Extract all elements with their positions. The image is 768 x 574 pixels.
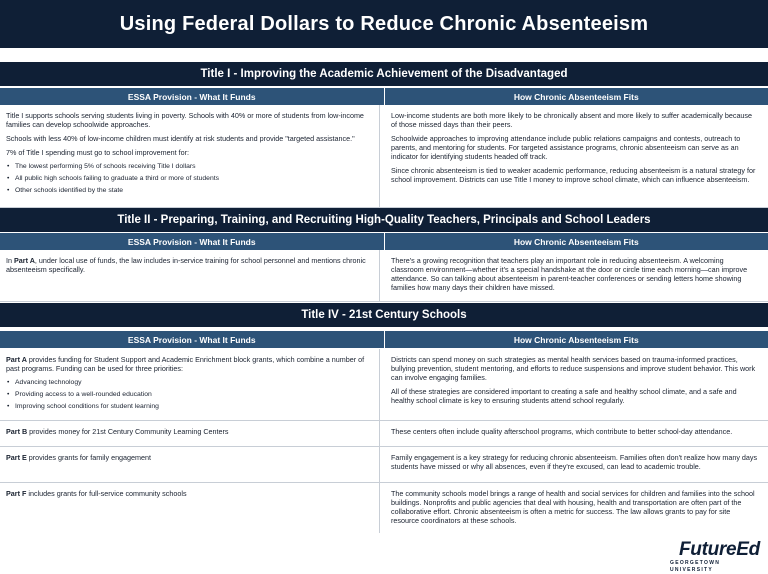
provision-text: Part B provides money for 21st Century Community Learning Centers xyxy=(6,427,229,436)
bullet-item: • All public high schools failing to graduate a third or more of students xyxy=(6,174,373,183)
fit-text: Districts can spend money on such strategies as mental health services based on trauma-informed practices, bullying prevention, student mentoring, and efforts to reduce suspensions and improve student behavior. This work can involve engaging families. xyxy=(391,355,756,382)
part-label: Part F xyxy=(6,489,27,498)
fit-text: Since chronic absenteeism is tied to weaker academic performance, reducing absenteeism is a natural strategy for school improvement. Districts can use Title I money to improve school climate, which can influence absenteeism. xyxy=(391,166,756,184)
fit-cell xyxy=(379,483,768,533)
logo-subtitle: GEORGETOWN UNIVERSITY xyxy=(670,560,721,573)
fit-cell xyxy=(379,250,768,301)
table-row xyxy=(0,105,768,208)
provision-bullets xyxy=(6,162,373,195)
futureed-logo xyxy=(670,540,760,572)
provision-text: In Part A, under local use of funds, the law includes in-service training for school personnel and mentions chronic absenteeism specifically. xyxy=(6,256,366,274)
provision-bullets xyxy=(6,378,373,411)
bullet-item: • The lowest performing 5% of schools receiving Title I dollars xyxy=(6,162,373,171)
table-row xyxy=(0,250,768,302)
fit-text: There's a growing recognition that teachers play an important role in reducing absenteeism. A welcoming classroom environment—whether it's a special handshake at the door or circle time each morning—can improve attendance. So can talking about absenteeism in parent-teacher conferences or sending letters home showing families how many days their children have missed. xyxy=(391,256,748,292)
table-row xyxy=(0,483,768,533)
column-header-right: How Chronic Absenteeism Fits xyxy=(384,88,768,105)
fit-cell xyxy=(379,421,768,446)
table-row xyxy=(0,349,768,421)
table-row xyxy=(0,421,768,447)
column-header-right: How Chronic Absenteeism Fits xyxy=(384,233,768,250)
section-title-3: Title IV - 21st Century Schools xyxy=(0,303,768,327)
fit-text: Schoolwide approaches to improving attendance include public relations campaigns and contests, outreach to parents, and mentoring for students. For targeted assistance programs, chronic absenteeism can serve as an indicator for identifying students headed off track. xyxy=(391,134,741,161)
bullet-item: • Providing access to a well-rounded education xyxy=(6,390,373,399)
bullet-item: • Improving school conditions for student learning xyxy=(6,402,373,411)
bullet-item: • Advancing technology xyxy=(6,378,373,387)
column-header-left: ESSA Provision - What It Funds xyxy=(127,91,256,102)
part-label: Part B xyxy=(6,427,28,436)
provision-cell xyxy=(0,250,379,301)
part-label: Part A xyxy=(6,355,27,364)
column-header-left: ESSA Provision - What It Funds xyxy=(127,236,256,247)
page-title: Using Federal Dollars to Reduce Chronic Absenteeism xyxy=(0,0,768,48)
column-header-right: How Chronic Absenteeism Fits xyxy=(384,331,768,348)
provision-cell xyxy=(0,421,379,446)
column-headers-2 xyxy=(0,233,768,250)
part-label: Part E xyxy=(6,453,27,462)
provision-text: Schools with less 40% of low-income children must identify at risk students and provide "targeted assistance." xyxy=(6,134,355,143)
column-headers-3 xyxy=(0,331,768,348)
fit-text: Family engagement is a key strategy for reducing chronic absenteeism. Families often don't realize how many days students have missed or why all absences, even if they're excused, can lead to academic trouble. xyxy=(391,453,758,471)
provision-text: Part A provides funding for Student Support and Academic Enrichment block grants, which combine a number of past programs. Funding can be used for three priorities: xyxy=(6,355,365,373)
section-title-2: Title II - Preparing, Training, and Recruiting High-Quality Teachers, Principals and School Leaders xyxy=(0,208,768,232)
provision-text: 7% of Title I spending must go to school improvement for: xyxy=(6,148,189,157)
provision-text: Part E provides grants for family engagement xyxy=(6,453,152,462)
column-headers-1 xyxy=(0,88,768,105)
column-header-left: ESSA Provision - What It Funds xyxy=(127,334,256,345)
provision-cell xyxy=(0,447,379,482)
table-row xyxy=(0,447,768,483)
part-label: Part A xyxy=(14,256,35,265)
provision-cell xyxy=(0,349,379,420)
provision-text: Part F includes grants for full-service community schools xyxy=(6,489,187,498)
fit-cell xyxy=(379,447,768,482)
bullet-item: • Other schools identified by the state xyxy=(6,186,373,195)
provision-text: Title I supports schools serving students living in poverty. Schools with 40% or more of students from low-income families can develop schoolwide approaches. xyxy=(6,111,364,129)
fit-text: All of these strategies are considered important to creating a safe and healthy school climate, and a safe and healthy school climate is key to ensuring students attend school regularly. xyxy=(391,387,737,405)
logo-wordmark: FutureEd xyxy=(679,539,760,560)
fit-cell xyxy=(379,105,768,207)
section-title-1: Title I - Improving the Academic Achievement of the Disadvantaged xyxy=(0,62,768,86)
provision-cell xyxy=(0,483,379,533)
fit-text: The community schools model brings a range of health and social services for children and families into the school buildings. Nonprofits and public agencies that deal with housing, health and transportation are often part of the collaborative effort. Chronic absenteeism is often a metric for success. The law allows grants to pay for site resource coordinators at these schools. xyxy=(391,489,755,525)
fit-text: Low-income students are both more likely to be chronically absent and more likely to suffer academically because of those missed days than their peers. xyxy=(391,111,753,129)
fit-cell xyxy=(379,349,768,420)
provision-cell xyxy=(0,105,379,207)
fit-text: These centers often include quality afterschool programs, which contribute to better school-day attendance. xyxy=(391,427,733,436)
